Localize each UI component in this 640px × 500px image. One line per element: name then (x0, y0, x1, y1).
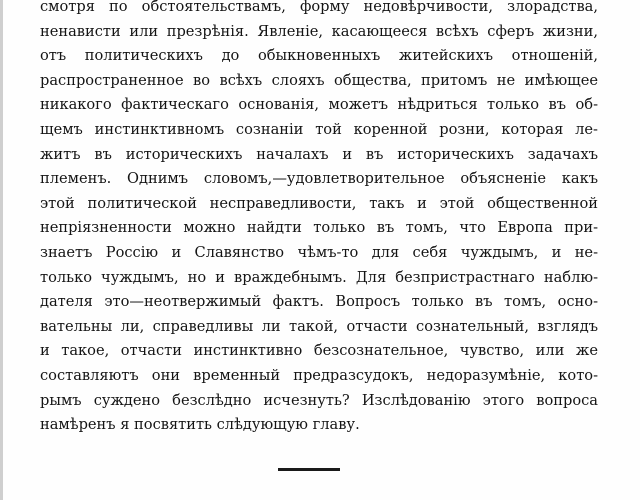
section-divider-rule (278, 468, 340, 471)
text-line: племенъ. Однимъ словомъ,—удовлетворительное объясненіе какъ (40, 170, 598, 188)
text-line: ненависти или презрѣнія. Явленіе, касающееся всѣхъ сферъ жизни, (40, 22, 598, 40)
text-line: никакого фактическаго основанія, можетъ нѣдриться только въ об- (40, 96, 598, 114)
text-line: непріязненности можно найдти только въ томъ, что Европа при- (40, 219, 598, 237)
text-line: этой политической несправедливости, такъ и этой общественной (40, 194, 598, 212)
body-text (40, 0, 598, 438)
text-line: дателя это—неотвержимый фактъ. Вопросъ только въ томъ, осно- (40, 293, 598, 311)
text-line: только чуждымъ, но и враждебнымъ. Для безпристрастнаго наблю- (40, 268, 598, 286)
text-line: распространенное во всѣхъ слояхъ общества, притомъ не имѣющее (40, 71, 598, 89)
text-line: составляютъ они временный предразсудокъ, недоразумѣніе, кото- (40, 366, 598, 384)
text-line: отъ политическихъ до обыкновенныхъ житейскихъ отношеній, (40, 47, 598, 65)
text-line: смотря по обстоятельствамъ, форму недовѣрчивости, злорадства, (40, 0, 598, 15)
text-line: житъ въ историческихъ началахъ и въ историческихъ задачахъ (40, 145, 598, 163)
text-line: рымъ суждено безслѣдно исчезнуть? Изслѣдованію этого вопроса (40, 391, 598, 409)
page-edge-shadow (0, 0, 3, 500)
text-line: щемъ инстинктивномъ сознаніи той коренной розни, которая ле- (40, 120, 598, 138)
text-line: знаетъ Россію и Славянство чѣмъ-то для себя чуждымъ, и не- (40, 243, 598, 261)
text-line: вательны ли, справедливы ли такой, отчасти сознательный, взглядъ (40, 317, 598, 335)
text-line: намѣренъ я посвятить слѣдующую главу. (40, 416, 360, 434)
text-line: и такое, отчасти инстинктивно безсознательное, чувство, или же (40, 342, 598, 360)
